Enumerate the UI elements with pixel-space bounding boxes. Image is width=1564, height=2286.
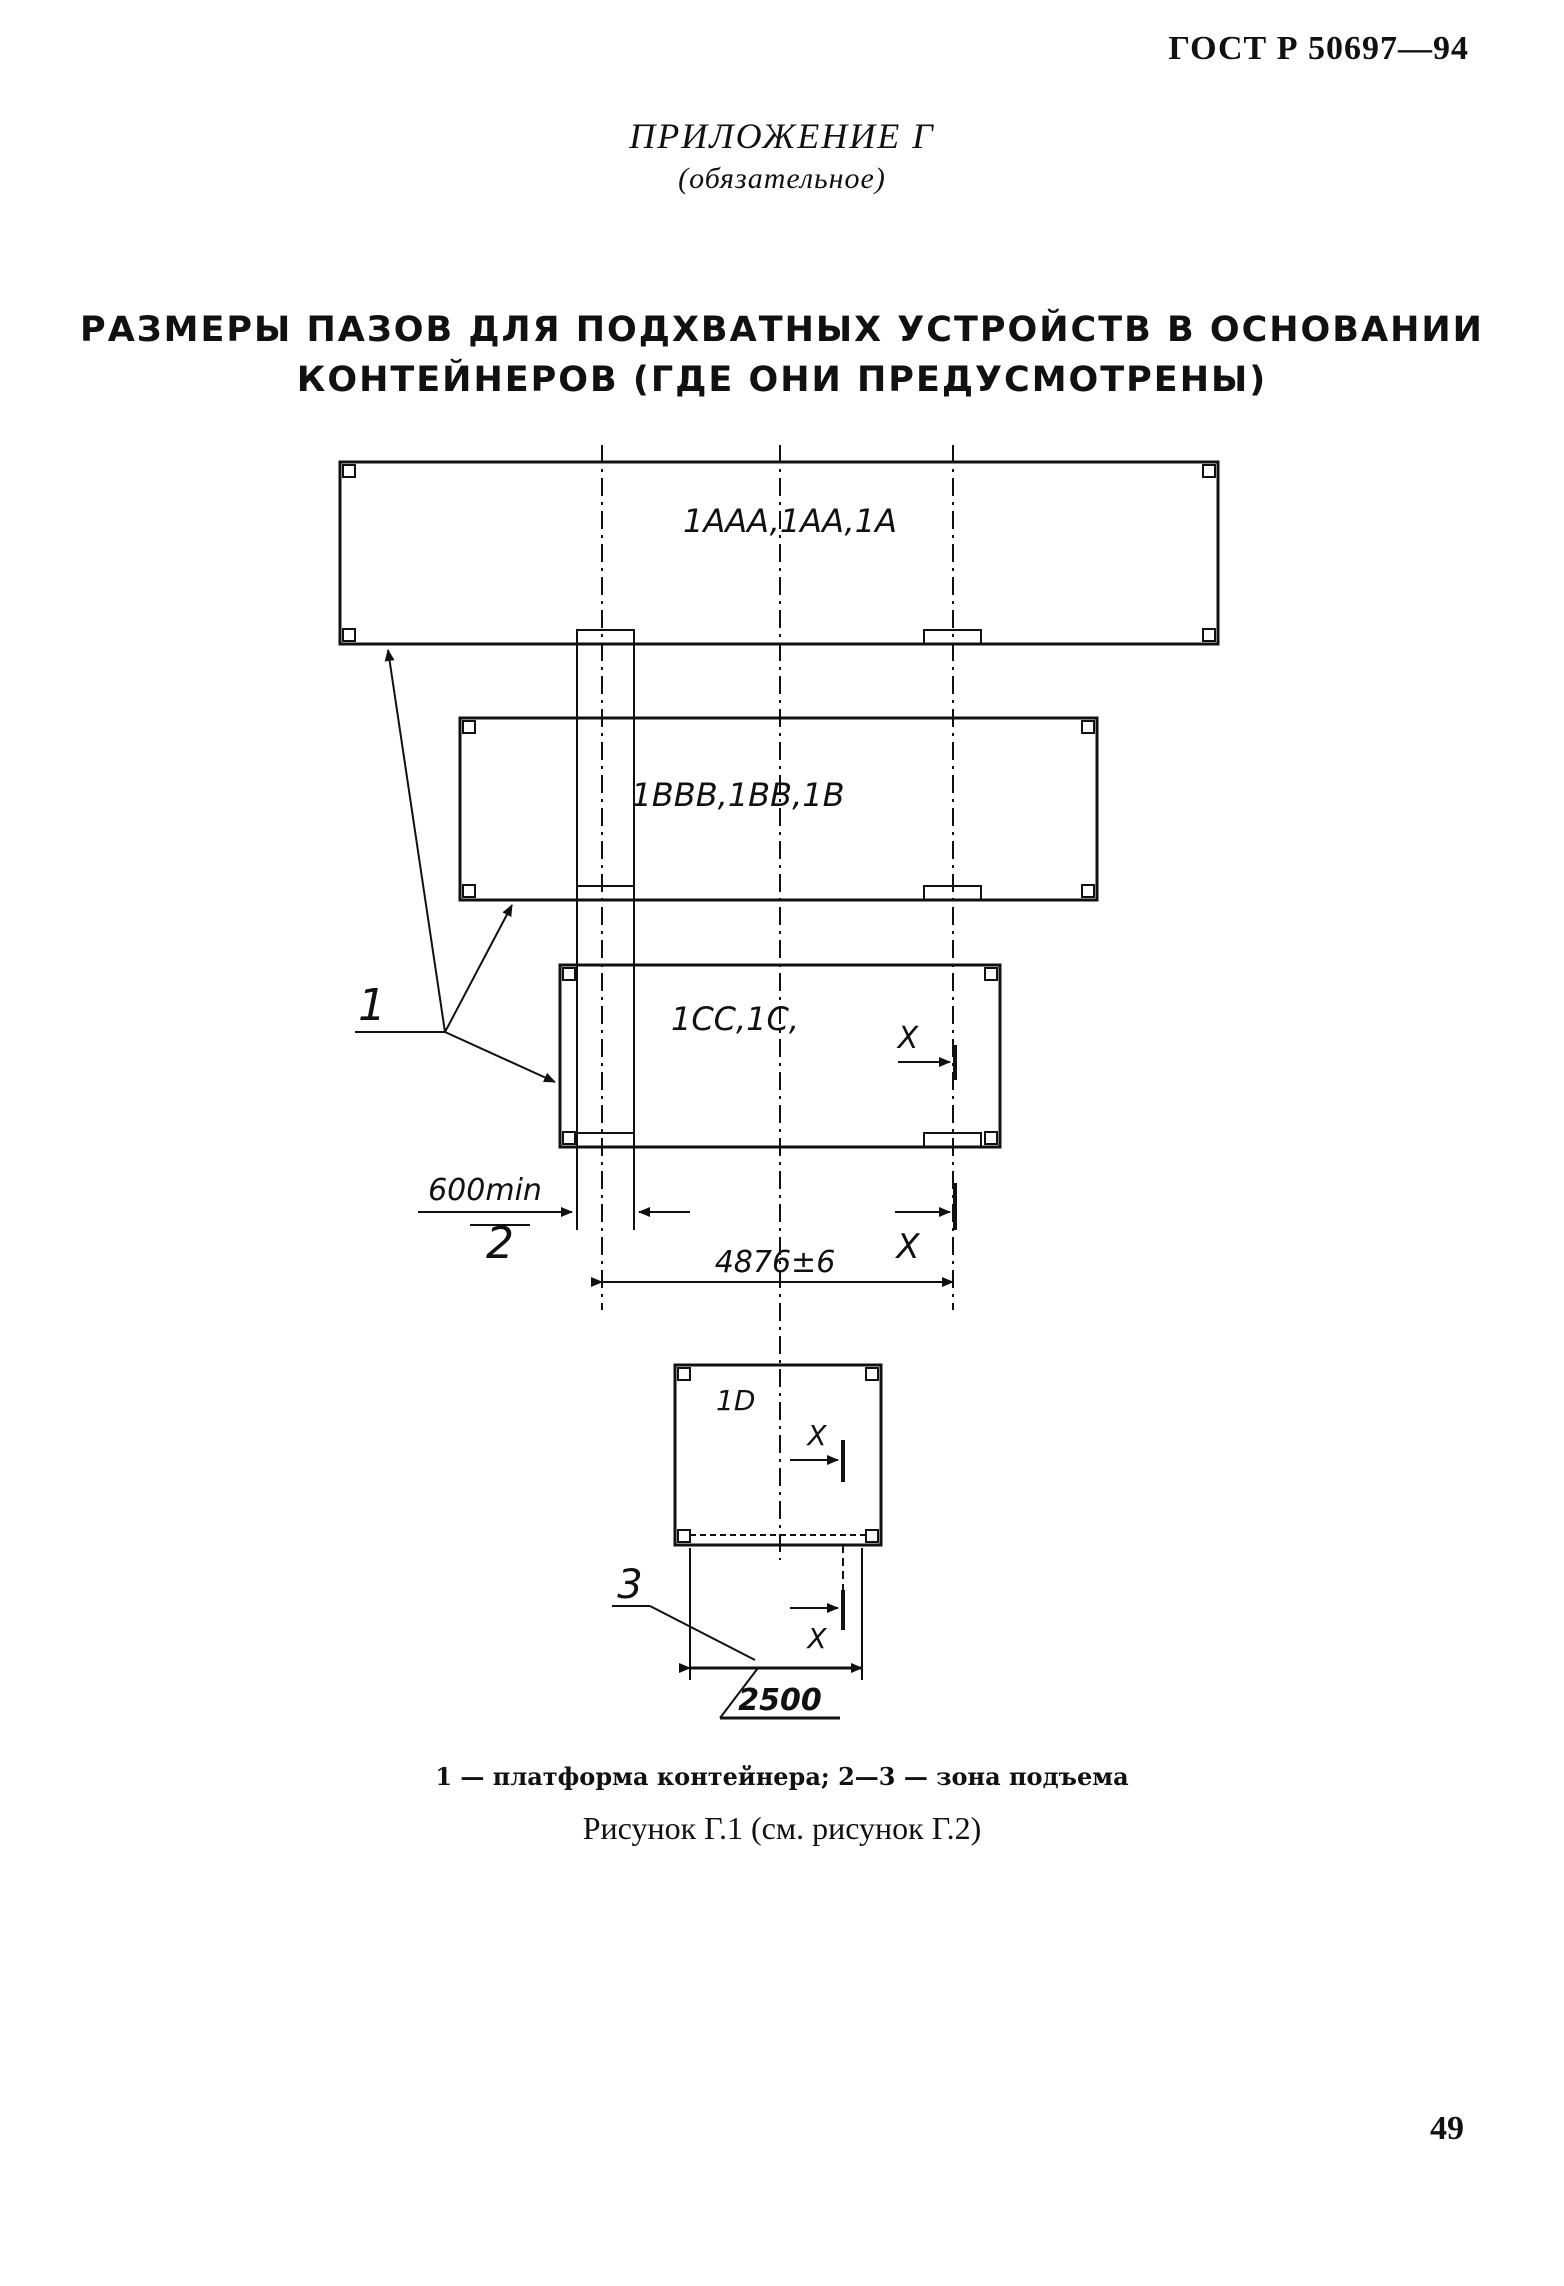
callout-2: 2 <box>486 1218 514 1269</box>
corner-fitting <box>563 1132 575 1144</box>
figure-legend: 1 — платформа контейнера; 2—3 — зона подъема <box>435 1762 1129 1791</box>
callout-1-arrow-b <box>445 905 512 1032</box>
corner-fitting <box>1203 465 1215 477</box>
dim-4876-label: 4876±6 <box>714 1245 836 1280</box>
appendix-title: ПРИЛОЖЕНИЕ Г <box>629 116 935 156</box>
fork-pocket <box>577 1133 634 1147</box>
corner-fitting <box>866 1368 878 1380</box>
corner-fitting <box>343 465 355 477</box>
corner-fitting <box>1082 721 1094 733</box>
x-label-2: X <box>896 1227 920 1267</box>
dim-600min-label: 600min <box>428 1173 542 1208</box>
page-title-line-1: РАЗМЕРЫ ПАЗОВ ДЛЯ ПОДХВАТНЫХ УСТРОЙСТВ В ОСНОВАНИИ <box>80 310 1484 350</box>
x-label-3: X <box>807 1419 827 1452</box>
corner-fitting <box>678 1368 690 1380</box>
callout-1-arrow-c <box>445 1032 555 1082</box>
corner-fitting <box>563 968 575 980</box>
corner-fitting <box>463 721 475 733</box>
corner-fitting <box>1082 885 1094 897</box>
page-title-line-2: КОНТЕЙНЕРОВ (ГДЕ ОНИ ПРЕДУСМОТРЕНЫ) <box>296 360 1268 400</box>
corner-fitting <box>985 968 997 980</box>
dim-2500-label: 2500 <box>738 1683 822 1718</box>
corner-fitting <box>1203 629 1215 641</box>
label-1aaa: 1AAA,1AA,1A <box>683 502 897 540</box>
corner-fitting <box>985 1132 997 1144</box>
callout-3-leader <box>650 1606 755 1660</box>
callout-1-arrow-a <box>388 650 445 1032</box>
x-label-4: X <box>807 1622 827 1655</box>
corner-fitting <box>343 629 355 641</box>
figure-caption: Рисунок Г.1 (см. рисунок Г.2) <box>582 1810 982 1846</box>
callout-3: 3 <box>617 1562 643 1608</box>
container-1d <box>675 1365 881 1545</box>
corner-fitting <box>678 1530 690 1542</box>
callout-1: 1 <box>358 980 386 1031</box>
label-1bbb: 1BBB,1BB,1B <box>631 776 845 814</box>
label-1d: 1D <box>716 1384 756 1417</box>
page-number: 49 <box>1430 2110 1464 2147</box>
label-1cc: 1CC,1C, <box>670 1000 800 1038</box>
corner-fitting <box>866 1530 878 1542</box>
x-label-1: X <box>897 1021 919 1056</box>
appendix-status: (обязательное) <box>678 162 886 195</box>
fork-pocket <box>577 630 634 644</box>
corner-fitting <box>463 885 475 897</box>
fork-pocket <box>577 886 634 900</box>
standard-code: ГОСТ Р 50697—94 <box>1168 30 1469 67</box>
